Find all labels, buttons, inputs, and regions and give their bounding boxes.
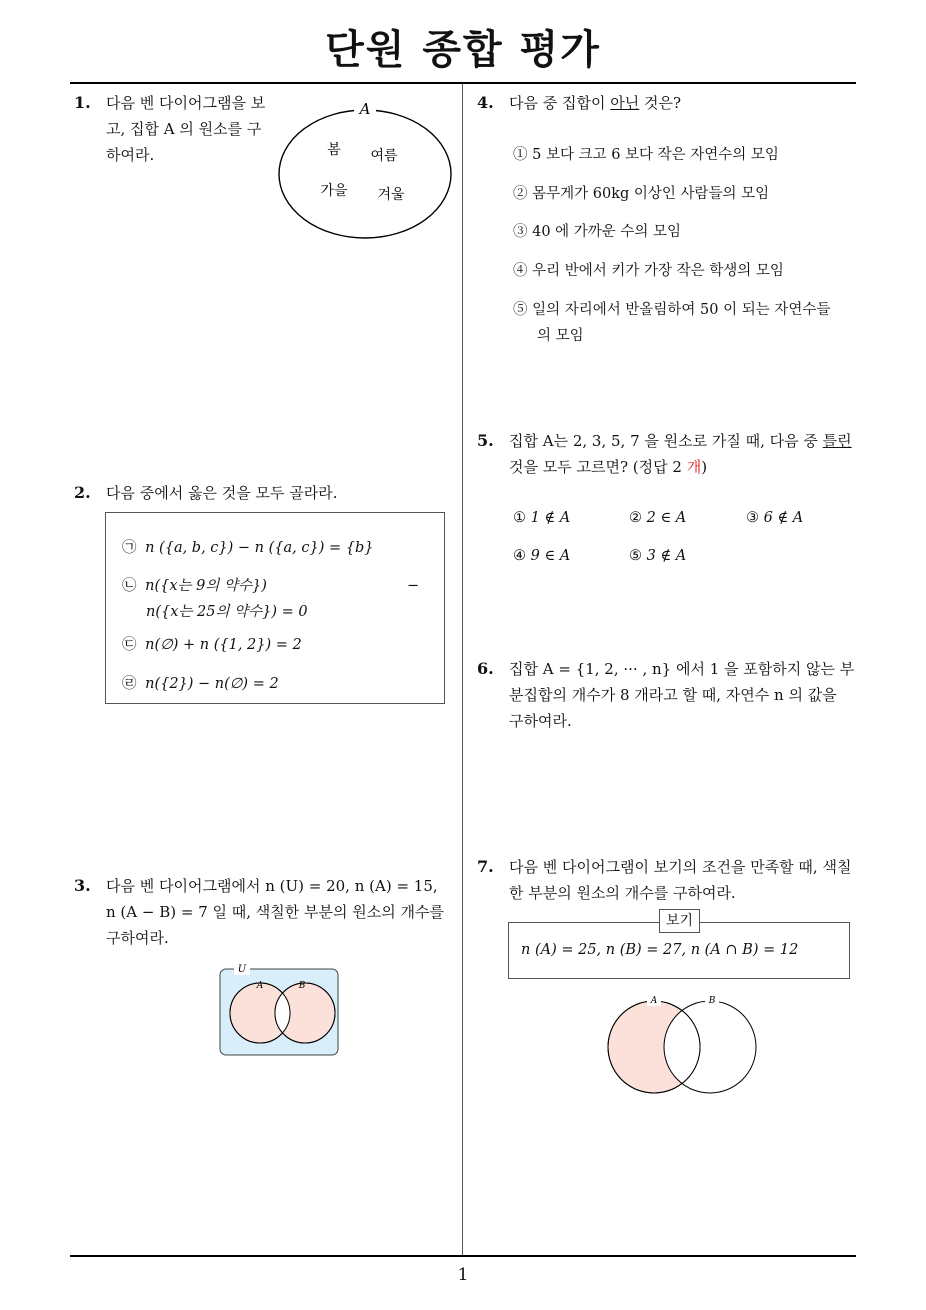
option-item: [746, 507, 803, 529]
page-number: 1: [457, 1265, 469, 1285]
option-text: 우리 반에서 키가 가장 작은 학생의 모임: [532, 263, 784, 279]
choice-mark: ㉡: [122, 578, 137, 594]
option-text: 일의 자리에서 반올림하여 50 이 되는 자연수들: [532, 302, 831, 318]
column-divider: [462, 84, 463, 1256]
choice-dash: −: [407, 578, 420, 594]
option-mark: ④: [513, 548, 526, 564]
option-text: 3 ∉ A: [646, 548, 687, 564]
venn-diagram-q7: [597, 992, 767, 1097]
choice-expr-cont: n({x는 25의 약수}) = 0: [146, 604, 308, 620]
question-number: 1.: [74, 93, 91, 112]
question-text-line: 다음 벤 다이어그램에서 n (U) = 20, n (A) = 15,: [106, 877, 438, 895]
choice-mark: ㉣: [122, 676, 137, 692]
option-item: [629, 545, 686, 567]
set-a-label: A: [650, 996, 658, 1006]
option-item: [513, 299, 858, 347]
choice-expr: n ({a, b, c}) − n ({a, c}) = {b}: [145, 540, 374, 556]
box-label: 보기: [659, 909, 700, 933]
choice-item: [122, 673, 279, 695]
option-mark: ②: [629, 510, 642, 526]
question-4: [477, 90, 862, 360]
bottom-rule: [70, 1255, 856, 1257]
question-text: 다음 벤 다이어그램을 보고, 집합 A 의 원소를 구하여라.: [106, 94, 266, 164]
question-text-line: 구하여라.: [509, 712, 572, 730]
choice-item: [122, 575, 422, 623]
question-text-line: 것을 모두 고르면? (정답 2 개): [509, 458, 708, 476]
option-text: 1 ∉ A: [530, 510, 571, 526]
option-item: [513, 144, 779, 166]
option-mark: ④: [513, 263, 528, 279]
option-mark: ①: [513, 510, 526, 526]
question-6: [477, 656, 862, 746]
element-label: 여름: [370, 148, 398, 164]
underlined-word: 아닌: [610, 94, 640, 112]
question-number: 6.: [477, 659, 494, 678]
set-a-ellipse: [279, 110, 451, 238]
question-text-line: 한 부분의 원소의 개수를 구하여라.: [509, 884, 736, 902]
option-text: 6 ∉ A: [763, 510, 804, 526]
question-text-line: n (A − B) = 7 일 때, 색칠한 부분의 원소의 개수를: [106, 903, 444, 921]
option-mark: ①: [513, 147, 528, 163]
option-text-cont: 의 모임: [537, 328, 584, 344]
question-text: 다음 중 집합이 아닌 것은?: [509, 94, 682, 112]
element-label: 겨울: [377, 187, 405, 203]
question-number: 3.: [74, 876, 91, 895]
page-title: 단원 종합 평가: [325, 27, 601, 73]
option-mark: ③: [746, 510, 759, 526]
option-mark: ⑤: [513, 302, 528, 318]
option-item: [513, 545, 570, 567]
option-item: [513, 183, 769, 205]
question-5: [477, 428, 862, 578]
option-text: 9 ∈ A: [530, 548, 571, 564]
option-mark: ⑤: [629, 548, 642, 564]
option-text: 몸무게가 60kg 이상인 사람들의 모임: [532, 186, 770, 202]
option-item: [513, 507, 570, 529]
top-rule: [70, 82, 856, 84]
question-number: 2.: [74, 483, 91, 502]
choices-box: [105, 512, 445, 704]
question-text: 다음 중에서 옳은 것을 모두 골라라.: [106, 484, 338, 502]
option-item: [629, 507, 686, 529]
choice-mark: ㉠: [122, 540, 137, 556]
option-text: 2 ∈ A: [646, 510, 687, 526]
question-text-line: 분집합의 개수가 8 개라고 할 때, 자연수 n 의 값을: [509, 686, 837, 704]
condition-text: n (A) = 25, n (B) = 27, n (A ∩ B) = 12: [521, 942, 799, 958]
question-2: [74, 480, 454, 710]
question-number: 5.: [477, 431, 494, 450]
question-text-line: 집합 A는 2, 3, 5, 7 을 원소로 가질 때, 다음 중 틀린: [509, 432, 852, 450]
choice-item: [122, 634, 302, 656]
element-label: 봄: [327, 142, 341, 158]
question-7: [477, 854, 862, 1104]
choice-mark: ㉢: [122, 637, 137, 653]
venn-diagram-q3: [214, 961, 344, 1057]
question-number: 7.: [477, 857, 494, 876]
option-item: [513, 260, 784, 282]
set-b-label: B: [708, 996, 716, 1006]
question-text-line: 구하여라.: [106, 929, 169, 947]
option-text: 5 보다 크고 6 보다 작은 자연수의 모임: [532, 147, 779, 163]
question-3: [74, 873, 459, 1063]
choice-expr: n({2}) − n(∅) = 2: [145, 676, 279, 692]
question-number: 4.: [477, 93, 494, 112]
question-1: [74, 90, 454, 270]
choice-expr: n(∅) + n ({1, 2}) = 2: [145, 637, 302, 653]
set-a-label: A: [256, 981, 264, 991]
venn-diagram-q1: [274, 96, 459, 246]
choice-item: [122, 537, 373, 559]
underlined-word: 틀린: [822, 432, 852, 450]
option-text: 40 에 가까운 수의 모임: [532, 224, 682, 240]
set-b-label: B: [298, 981, 306, 991]
question-text-line: 다음 벤 다이어그램이 보기의 조건을 만족할 때, 색칠: [509, 858, 852, 876]
option-item: [513, 221, 681, 243]
set-label: A: [359, 100, 371, 118]
universal-set-label: U: [237, 964, 247, 975]
choice-expr: n({x는 9의 약수}): [145, 578, 267, 594]
answer-count-highlight: 개: [686, 458, 702, 476]
option-mark: ②: [513, 186, 528, 202]
option-mark: ③: [513, 224, 528, 240]
question-text-line: 집합 A = {1, 2, ··· , n} 에서 1 을 포함하지 않는 부: [509, 660, 855, 678]
element-label: 가을: [320, 183, 348, 199]
